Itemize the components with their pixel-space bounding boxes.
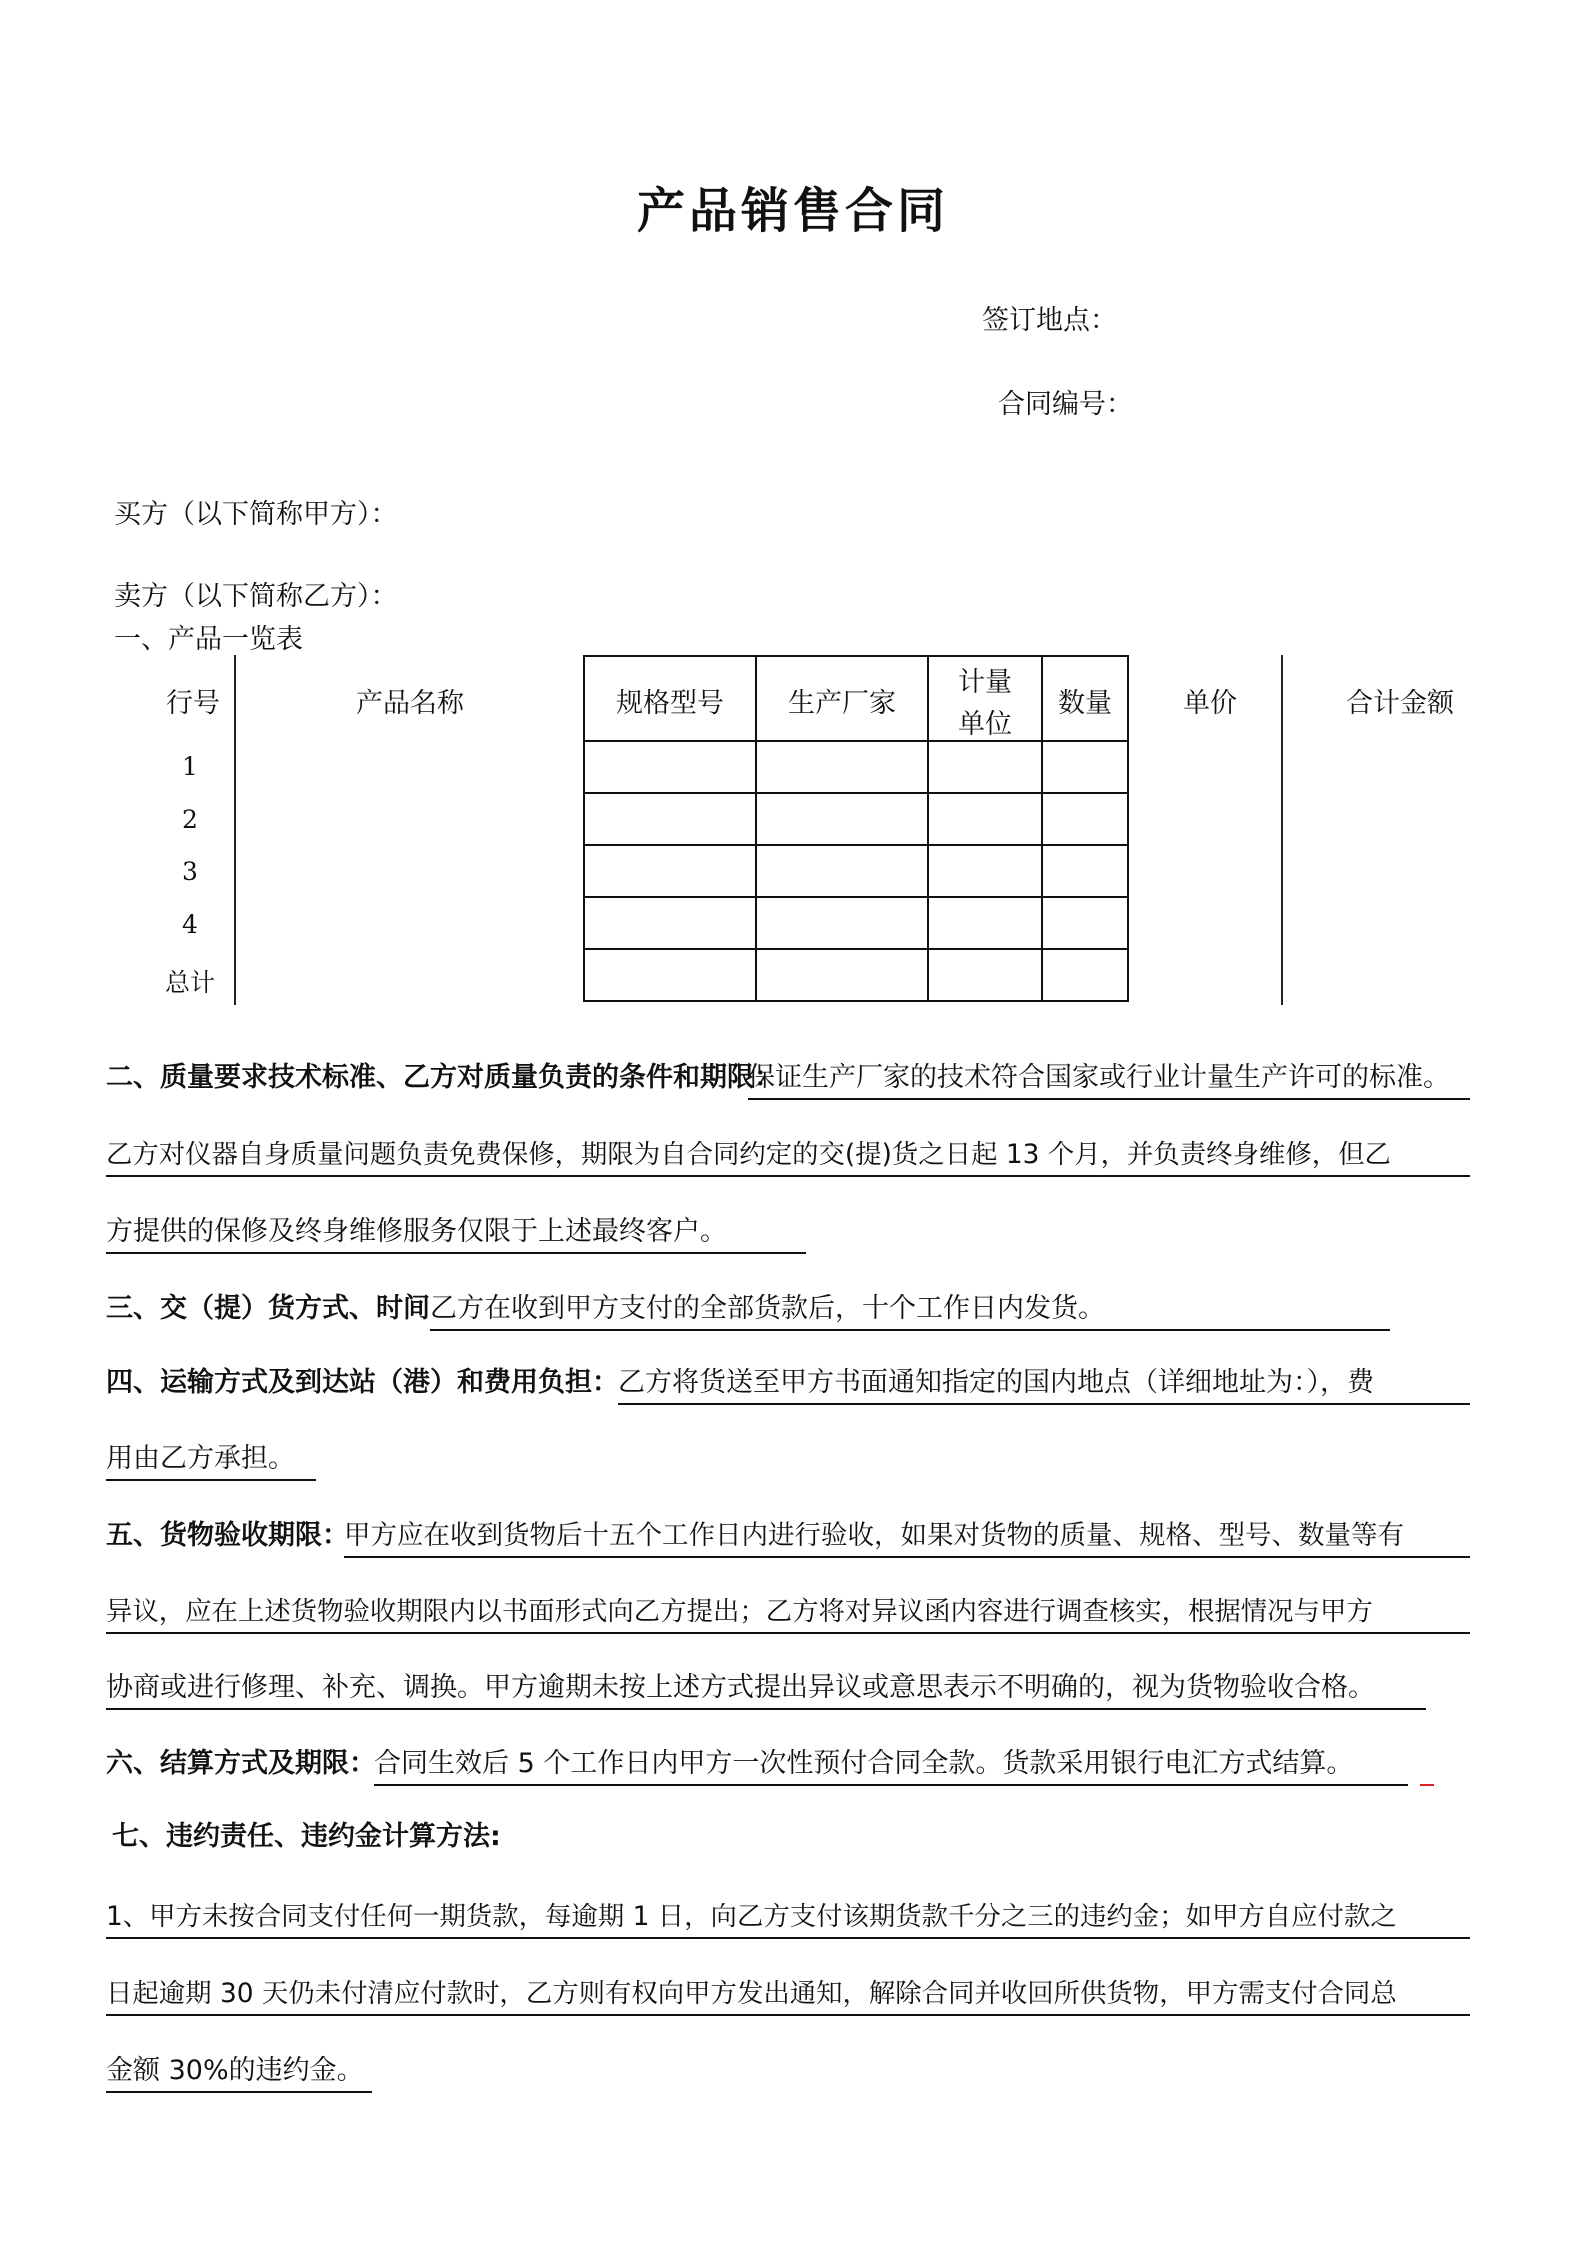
grid-cell: [1042, 897, 1128, 949]
grid-cell: [756, 793, 928, 845]
grid-cell: [1042, 845, 1128, 897]
section1-heading: 一、产品一览表: [114, 624, 303, 655]
row-number: 1: [182, 752, 198, 781]
section7-heading: [112, 1817, 501, 1857]
document-title: 产品销售合同: [636, 183, 949, 239]
contract-number-label: 合同编号：: [998, 389, 1133, 420]
table-separator-left: [234, 655, 236, 1005]
grid-cell: [756, 656, 928, 741]
sign-place-label: 签订地点：: [982, 305, 1117, 336]
col-header-quantity: 数量: [1058, 688, 1112, 719]
grid-cell: [928, 845, 1042, 897]
grid-cell: [584, 845, 756, 897]
section2-text-line2: 乙方对仪器自身质量问题负责免费保修，期限为自合同约定的交(提)货之日起 13 个月，并负责终身维修，但乙: [106, 1135, 1470, 1177]
grid-cell: [928, 897, 1042, 949]
section6-heading-text: 六、结算方式及期限：: [106, 1748, 376, 1779]
col-header-unit-bottom: 单位: [958, 709, 1012, 740]
section3-heading: [106, 1289, 430, 1329]
section2-heading-line: [106, 1058, 781, 1098]
section5-text-line1: 甲方应在收到货物后十五个工作日内进行验收，如果对货物的质量、规格、型号、数量等有: [344, 1516, 1470, 1558]
col-header-spec-model: 规格型号: [616, 688, 724, 719]
section2-text-line1: 保证生产厂家的技术符合国家或行业计量生产许可的标准。: [748, 1058, 1470, 1100]
product-grid: [583, 655, 1129, 1002]
section4-heading: [106, 1363, 619, 1403]
grid-cell: [756, 949, 928, 1001]
section4-heading-text: 四、运输方式及到达站（港）和费用负担：: [106, 1367, 619, 1398]
section4-text-line1: 乙方将货送至甲方书面通知指定的国内地点（详细地址为：），费: [618, 1363, 1470, 1405]
row-number: 4: [182, 910, 198, 939]
grid-cell: [928, 741, 1042, 793]
row-number: 2: [182, 805, 198, 834]
grid-cell: [756, 741, 928, 793]
grid-cell: [584, 656, 756, 741]
col-header-unit-top: 计量: [958, 667, 1012, 698]
grid-cell: [584, 793, 756, 845]
col-header-manufacturer: 生产厂家: [788, 688, 896, 719]
col-header-unit-price: 单价: [1183, 688, 1237, 719]
table-separator-right: [1281, 655, 1283, 1005]
section4-text-line2: 用由乙方承担。: [106, 1439, 316, 1481]
col-header-product-name: 产品名称: [356, 688, 464, 719]
grid-cell: [928, 656, 1042, 741]
col-header-row-number: 行号: [166, 688, 220, 719]
grid-cell: [584, 741, 756, 793]
section7-text-line1: 1、甲方未按合同支付任何一期货款，每逾期 1 日，向乙方支付该期货款千分之三的违约金；如甲方自应付款之: [106, 1897, 1470, 1939]
grid-cell: [928, 793, 1042, 845]
section6-text: 合同生效后 5 个工作日内甲方一次性预付合同全款。货款采用银行电汇方式结算。: [374, 1744, 1408, 1786]
section3-text: 乙方在收到甲方支付的全部货款后，十个工作日内发货。: [430, 1289, 1390, 1331]
section7-heading-text: 七、违约责任、违约金计算方法:: [112, 1821, 501, 1852]
grid-cell: [1042, 656, 1128, 741]
red-mark: [1420, 1784, 1434, 1786]
grid-cell: [1042, 793, 1128, 845]
col-header-total-amount: 合计金额: [1346, 688, 1454, 719]
row-total-label: 总计: [164, 968, 215, 997]
section7-text-line3: 金额 30%的违约金。: [106, 2051, 372, 2093]
grid-cell: [928, 949, 1042, 1001]
section7-text-line2: 日起逾期 30 天仍未付清应付款时，乙方则有权向甲方发出通知，解除合同并收回所供货物，甲方需支付合同总: [106, 1974, 1470, 2016]
grid-cell: [1042, 949, 1128, 1001]
seller-label: 卖方（以下简称乙方）：: [114, 581, 398, 612]
row-number: 3: [182, 857, 198, 886]
section5-heading-text: 五、货物验收期限：: [106, 1520, 349, 1551]
grid-cell: [584, 949, 756, 1001]
grid-cell: [756, 845, 928, 897]
section5-text-line2: 异议，应在上述货物验收期限内以书面形式向乙方提出；乙方将对异议函内容进行调查核实，根据情况与甲方: [106, 1592, 1470, 1634]
grid-cell: [756, 897, 928, 949]
section2-heading: 二、质量要求技术标准、乙方对质量负责的条件和期限：: [106, 1062, 781, 1093]
grid-cell: [1042, 741, 1128, 793]
grid-cell: [584, 897, 756, 949]
section5-text-line3: 协商或进行修理、补充、调换。甲方逾期未按上述方式提出异议或意思表示不明确的，视为货物验收合格。: [106, 1668, 1426, 1710]
section6-heading: [106, 1744, 376, 1784]
buyer-label: 买方（以下简称甲方）：: [114, 499, 398, 530]
section2-text-line3: 方提供的保修及终身维修服务仅限于上述最终客户。: [106, 1212, 806, 1254]
section5-heading: [106, 1516, 349, 1556]
section3-heading-text: 三、交（提）货方式、时间: [106, 1293, 430, 1324]
